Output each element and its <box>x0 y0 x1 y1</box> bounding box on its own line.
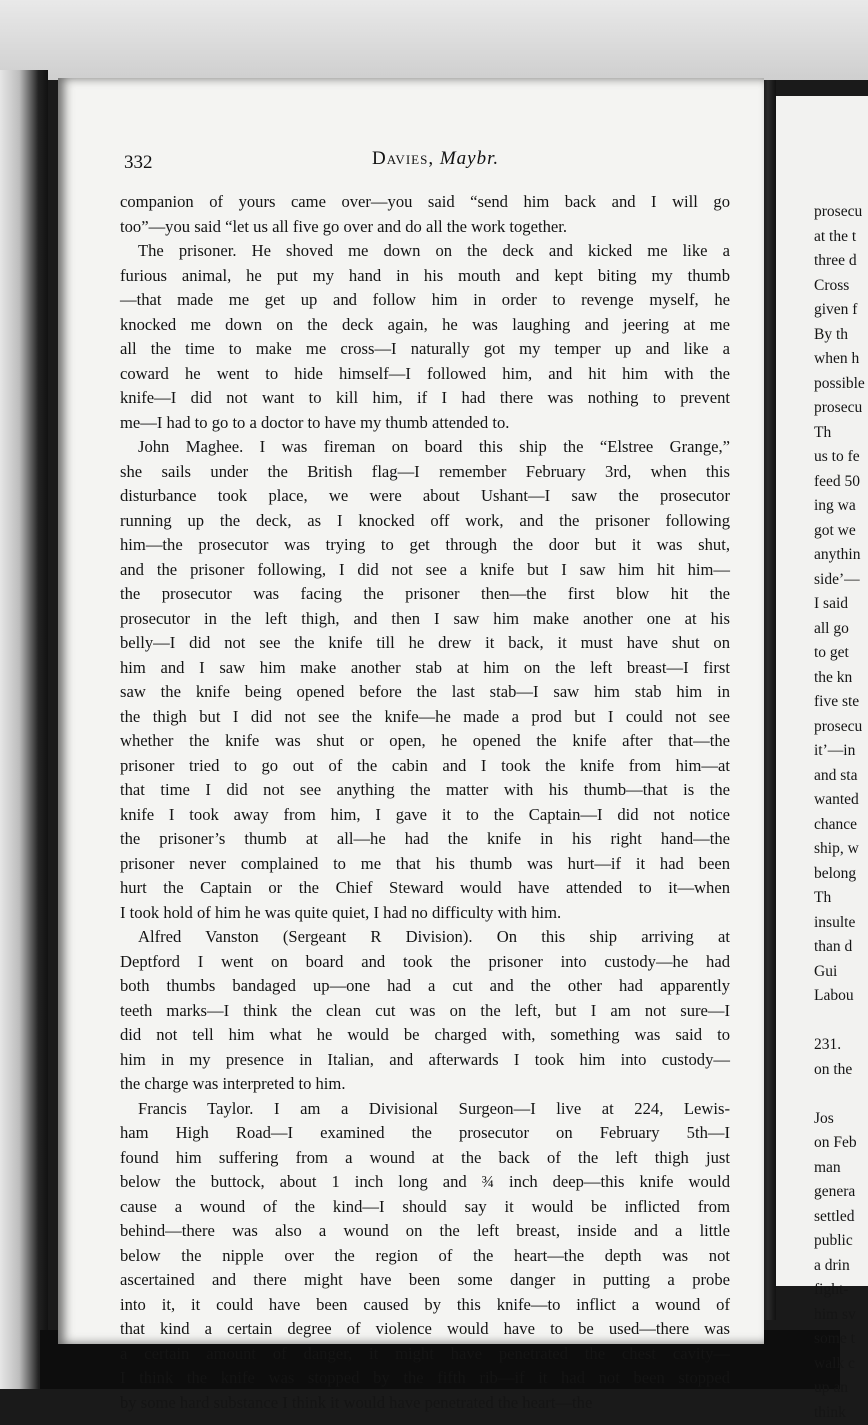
text-line: saw the knife being opened before the last stab—I saw him stab him in <box>120 680 730 705</box>
text-line: knife I took away from him, I gave it to the Captain—I did not notice <box>120 803 730 828</box>
facing-page <box>774 96 868 1286</box>
text-line: him and I saw him make another stab at him on the left breast—I first <box>120 656 730 681</box>
facing-page-line: Labou <box>814 984 865 1009</box>
page-number: 332 <box>124 152 153 174</box>
facing-page-line: prosecu <box>814 715 865 740</box>
text-line: companion of yours came over—you said “send him back and I will go <box>120 190 730 215</box>
facing-page-line: three d <box>814 249 865 274</box>
text-line: ascertained and there might have been some danger in putting a probe <box>120 1268 730 1293</box>
facing-page-line: anythin <box>814 543 865 568</box>
facing-page-line: Gui <box>814 960 865 985</box>
facing-page-line: public <box>814 1229 865 1254</box>
facing-page-line: some t <box>814 1327 865 1352</box>
text-line: —that made me get up and follow him in order to revenge myself, he <box>120 288 730 313</box>
text-line: prosecutor in the left thigh, and then I saw him make another one at his <box>120 607 730 632</box>
text-line: both thumbs bandaged up—one had a cut and the other had apparently <box>120 974 730 999</box>
facing-page-line: ship, w <box>814 837 865 862</box>
running-head-italic: Maybr. <box>440 148 499 169</box>
text-line: behind—there was also a wound on the left breast, inside and a little <box>120 1219 730 1244</box>
facing-page-line: up an <box>814 1376 865 1401</box>
text-line: the prosecutor was facing the prisoner then—the first blow hit the <box>120 582 730 607</box>
facing-page-line: Jos <box>814 1107 865 1132</box>
facing-page-line: all go <box>814 617 865 642</box>
text-line: ham High Road—I examined the prosecutor on February 5th—I <box>120 1121 730 1146</box>
facing-page-line: to get <box>814 641 865 666</box>
facing-page-line: on Feb <box>814 1131 865 1156</box>
facing-page-line: By th <box>814 323 865 348</box>
text-line: knocked me down on the deck again, he was laughing and jeering at me <box>120 313 730 338</box>
book-page <box>58 78 764 1344</box>
text-line: into it, it could have been caused by this knife—to inflict a wound of <box>120 1293 730 1318</box>
text-line: hurt the Captain or the Chief Steward would have attended to it—when <box>120 876 730 901</box>
facing-page-line <box>814 1082 865 1107</box>
text-line: him in my presence in Italian, and afterwards I took him into custody— <box>120 1048 730 1073</box>
facing-page-line: five ste <box>814 690 865 715</box>
text-line: John Maghee. I was fireman on board this ship the “Elstree Grange,” <box>120 435 730 460</box>
facing-page-line: think <box>814 1401 865 1425</box>
facing-page-line: Cross <box>814 274 865 299</box>
text-line: a certain amount of danger, it might have penetrated the chest cavity— <box>120 1342 730 1367</box>
text-line: that time I did not see anything the matter with his thumb—that is the <box>120 778 730 803</box>
scan-background-top <box>0 0 868 80</box>
text-line: prisoner never complained to me that his thumb was hurt—if it had been <box>120 852 730 877</box>
facing-page-line: insulte <box>814 911 865 936</box>
text-line: coward he went to hide himself—I followed him, and hit him with the <box>120 362 730 387</box>
text-line: all the time to make me cross—I naturally got my temper up and like a <box>120 337 730 362</box>
page-header <box>124 152 744 182</box>
facing-page-line: given f <box>814 298 865 323</box>
text-line: him—the prosecutor was trying to get through the door but it was shut, <box>120 533 730 558</box>
text-line: below the nipple over the region of the heart—the depth was not <box>120 1244 730 1269</box>
text-line: I think the knife was stopped by the fifth rib—if it had not been stopped <box>120 1366 730 1391</box>
text-line: belly—I did not see the knife till he drew it back, it must have shut on <box>120 631 730 656</box>
facing-page-line: and sta <box>814 764 865 789</box>
facing-page-line: got we <box>814 519 865 544</box>
facing-page-line: a drin <box>814 1254 865 1279</box>
facing-page-line: wanted <box>814 788 865 813</box>
page-body-text <box>120 190 730 1415</box>
text-line: too”—you said “let us all five go over and do all the work together. <box>120 215 730 240</box>
text-line: below the buttock, about 1 inch long and ¾ inch deep—this knife would <box>120 1170 730 1195</box>
text-line: the thigh but I did not see the knife—he made a prod but I could not see <box>120 705 730 730</box>
facing-page-line: ing wa <box>814 494 865 519</box>
facing-page-line: possible <box>814 372 865 397</box>
facing-page-line: Th <box>814 421 865 446</box>
facing-page-line: chance <box>814 813 865 838</box>
book-binding-left <box>0 70 48 1389</box>
running-head-name: Davies, <box>372 148 434 169</box>
text-line: that kind a certain degree of violence would have to be used—there was <box>120 1317 730 1342</box>
text-line: she sails under the British flag—I remember February 3rd, when this <box>120 460 730 485</box>
facing-page-line: side’— <box>814 568 865 593</box>
text-line: whether the knife was shut or open, he opened the knife after that—the <box>120 729 730 754</box>
facing-page-line: on the <box>814 1058 865 1083</box>
facing-page-line: it’—in <box>814 739 865 764</box>
text-line: teeth marks—I think the clean cut was on the left, but I am not sure—I <box>120 999 730 1024</box>
facing-page-line: than d <box>814 935 865 960</box>
facing-page-line <box>814 1009 865 1034</box>
text-line: me—I had to go to a doctor to have my thumb attended to. <box>120 411 730 436</box>
facing-page-line: fight- <box>814 1278 865 1303</box>
text-line: running up the deck, as I knocked off work, and the prisoner following <box>120 509 730 534</box>
facing-page-line: settled <box>814 1205 865 1230</box>
facing-page-line: Th <box>814 886 865 911</box>
text-line: I took hold of him he was quite quiet, I had no difficulty with him. <box>120 901 730 926</box>
facing-page-line: the kn <box>814 666 865 691</box>
text-line: The prisoner. He shoved me down on the deck and kicked me like a <box>120 239 730 264</box>
text-line: by some hard substance I think it would have penetrated the heart—the <box>120 1391 730 1416</box>
facing-page-line: prosecu <box>814 396 865 421</box>
text-line: found him suffering from a wound at the back of the left thigh just <box>120 1146 730 1171</box>
text-line: the charge was interpreted to him. <box>120 1072 730 1097</box>
facing-page-line: feed 50 <box>814 470 865 495</box>
facing-page-line: 231. <box>814 1033 865 1058</box>
text-line: Francis Taylor. I am a Divisional Surgeon—I live at 224, Lewis- <box>120 1097 730 1122</box>
text-line: did not tell him what he would be charged with, something was said to <box>120 1023 730 1048</box>
facing-page-line: genera <box>814 1180 865 1205</box>
text-line: furious animal, he put my hand in his mouth and kept biting my thumb <box>120 264 730 289</box>
running-head <box>372 148 499 170</box>
facing-page-line: I said <box>814 592 865 617</box>
text-line: cause a wound of the kind—I should say it would be inflicted from <box>120 1195 730 1220</box>
facing-page-line: prosecu <box>814 200 865 225</box>
text-line: Alfred Vanston (Sergeant R Division). On this ship arriving at <box>120 925 730 950</box>
text-line: Deptford I went on board and took the prisoner into custody—he had <box>120 950 730 975</box>
text-line: prisoner tried to go out of the cabin and I took the knife from him—at <box>120 754 730 779</box>
facing-page-line: belong <box>814 862 865 887</box>
text-line: the prisoner’s thumb at all—he had the knife in his right hand—the <box>120 827 730 852</box>
text-line: disturbance took place, we were about Ushant—I saw the prosecutor <box>120 484 730 509</box>
facing-page-line: us to fe <box>814 445 865 470</box>
text-line: knife—I did not want to kill him, if I had there was nothing to prevent <box>120 386 730 411</box>
text-line: and the prisoner following, I did not see a knife but I saw him hit him— <box>120 558 730 583</box>
facing-page-line: at the t <box>814 225 865 250</box>
facing-page-line: walk c <box>814 1352 865 1377</box>
facing-page-line: him sv <box>814 1303 865 1328</box>
facing-page-text <box>814 200 865 1425</box>
facing-page-line: when h <box>814 347 865 372</box>
facing-page-line: man <box>814 1156 865 1181</box>
